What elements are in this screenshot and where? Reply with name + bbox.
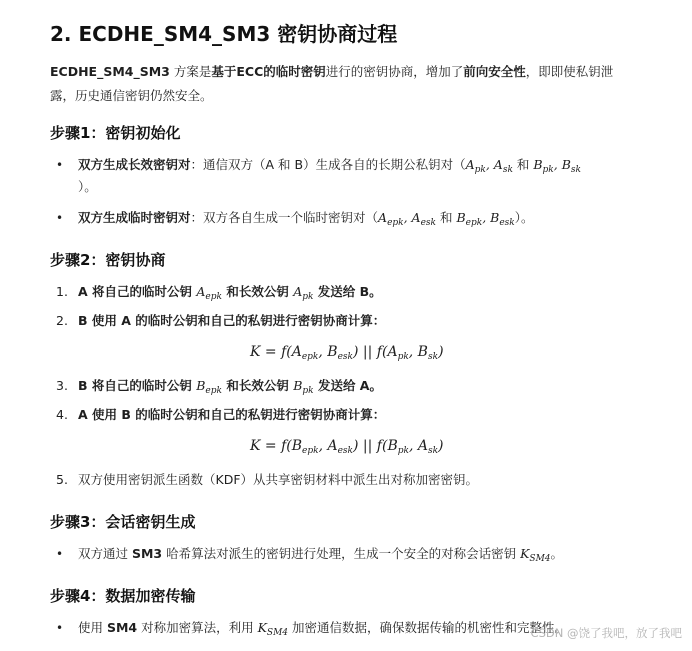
- intro-text: ，即即使私钥泄: [525, 64, 614, 79]
- step4-item: [78, 617, 567, 644]
- step1-item-1-end: ）。: [78, 179, 97, 194]
- list-number: 3.: [56, 378, 68, 393]
- step4-text: 对称加密算法，利用: [137, 620, 258, 635]
- intro-paragraph: [50, 60, 640, 108]
- step4-heading: 步骤4：数据加密传输: [50, 587, 196, 605]
- math-b-keys: $B_{pk}$, $B_{sk}$: [533, 157, 581, 175]
- list-number: 1.: [56, 284, 68, 299]
- bullet-icon: •: [56, 547, 64, 561]
- step4-bold-sm4: SM4: [106, 620, 138, 635]
- math-k-sm4: $K_{SM4}$: [520, 546, 551, 564]
- list-number: 2.: [56, 313, 68, 328]
- math-b-ekeys: $B_{epk}$, $B_{esk}$: [456, 210, 515, 228]
- and-text: 和: [512, 157, 534, 172]
- equation-2: $K = f(B_{epk}$, $A_{esk}$) || $f(B_{pk}$, $A_{sk}$): [250, 438, 444, 456]
- step1-item-1-text: ：通信双方（A 和 B）生成各自的长期公私钥对（: [190, 157, 466, 172]
- intro-bold-ecc: 基于ECC的临时密钥: [211, 64, 326, 79]
- csdn-watermark: CSDN @饶了我吧，放了我吧: [530, 626, 682, 640]
- step1-item-2-text: ：双方各自生成一个临时密钥对（: [190, 210, 379, 225]
- step2-item-2-text: B 使用 A 的临时公钥和自己的私钥进行密钥协商计算：: [78, 313, 386, 328]
- step2-item-2: [78, 310, 385, 332]
- step1-item-2-bold: 双方生成临时密钥对: [78, 210, 191, 225]
- step2-item-4-text: A 使用 B 的临时公钥和自己的私钥进行密钥协商计算：: [78, 407, 386, 422]
- step3-end: 。: [550, 546, 564, 561]
- step2-heading: 步骤2：密钥协商: [50, 251, 166, 269]
- intro-text: 进行的密钥协商，增加了: [325, 64, 464, 79]
- math-b-epk: $B_{epk}$: [196, 378, 222, 396]
- list-number: 4.: [56, 407, 68, 422]
- intro-text: 露，历史通信密钥仍然安全。: [50, 88, 213, 103]
- intro-text: 方案是: [169, 64, 212, 79]
- math-b-pk: $B_{pk}$: [293, 378, 314, 396]
- step4-text: 使用: [78, 620, 107, 635]
- step4-end: 加密通信数据，确保数据传输的机密性和完整性。: [288, 620, 568, 635]
- math-k-sm4: $K_{SM4}$: [257, 620, 289, 638]
- step2-item-1-end: 发送给 B。: [313, 284, 382, 299]
- math-a-keys: $A_{pk}$, $A_{sk}$: [465, 157, 513, 175]
- step2-item-5: 双方使用密钥派生函数（KDF）从共享密钥材料中派生出对称加密密钥。: [78, 472, 479, 487]
- step3-item: [78, 543, 563, 570]
- step3-bold-sm3: SM3: [131, 546, 163, 561]
- step2-item-3-mid: 和长效公钥: [221, 378, 294, 393]
- step1-item-1-bold: 双方生成长效密钥对: [78, 157, 191, 172]
- and-text: 和: [436, 210, 457, 225]
- section-title: 2. ECDHE_SM4_SM3 密钥协商过程: [50, 22, 398, 46]
- step2-item-1: [78, 281, 382, 308]
- step2-item-3-end: 发送给 A。: [313, 378, 382, 393]
- step2-item-1-mid: 和长效公钥: [221, 284, 294, 299]
- math-a-pk: $A_{pk}$: [293, 284, 314, 302]
- step1-item-1: [78, 154, 581, 181]
- step3-text: 双方通过: [78, 546, 132, 561]
- bullet-icon: •: [56, 621, 64, 635]
- equation-1: $K = f(A_{epk}$, $B_{esk}$) || $f(A_{pk}$, $B_{sk}$): [250, 344, 444, 362]
- step2-item-4: [78, 404, 385, 426]
- bullet-icon: •: [56, 211, 64, 225]
- step1-item-2-end: ）。: [514, 210, 534, 225]
- intro-bold-pfs: 前向安全性: [463, 64, 526, 79]
- math-a-epk: $A_{epk}$: [196, 284, 222, 302]
- step3-heading: 步骤3：会话密钥生成: [50, 513, 196, 531]
- step2-item-1-text: A 将自己的临时公钥: [78, 284, 197, 299]
- step2-item-3-text: B 将自己的临时公钥: [78, 378, 197, 393]
- list-number: 5.: [56, 472, 68, 487]
- intro-bold-scheme: ECDHE_SM4_SM3: [50, 64, 170, 79]
- step3-text: 哈希算法对派生的密钥进行处理，生成一个安全的对称会话密钥: [162, 546, 521, 561]
- math-a-ekeys: $A_{epk}$, $A_{esk}$: [378, 210, 436, 228]
- step2-item-3: [78, 375, 382, 402]
- bullet-icon: •: [56, 158, 64, 172]
- step1-item-2: [78, 207, 534, 234]
- step1-heading: 步骤1：密钥初始化: [50, 124, 181, 142]
